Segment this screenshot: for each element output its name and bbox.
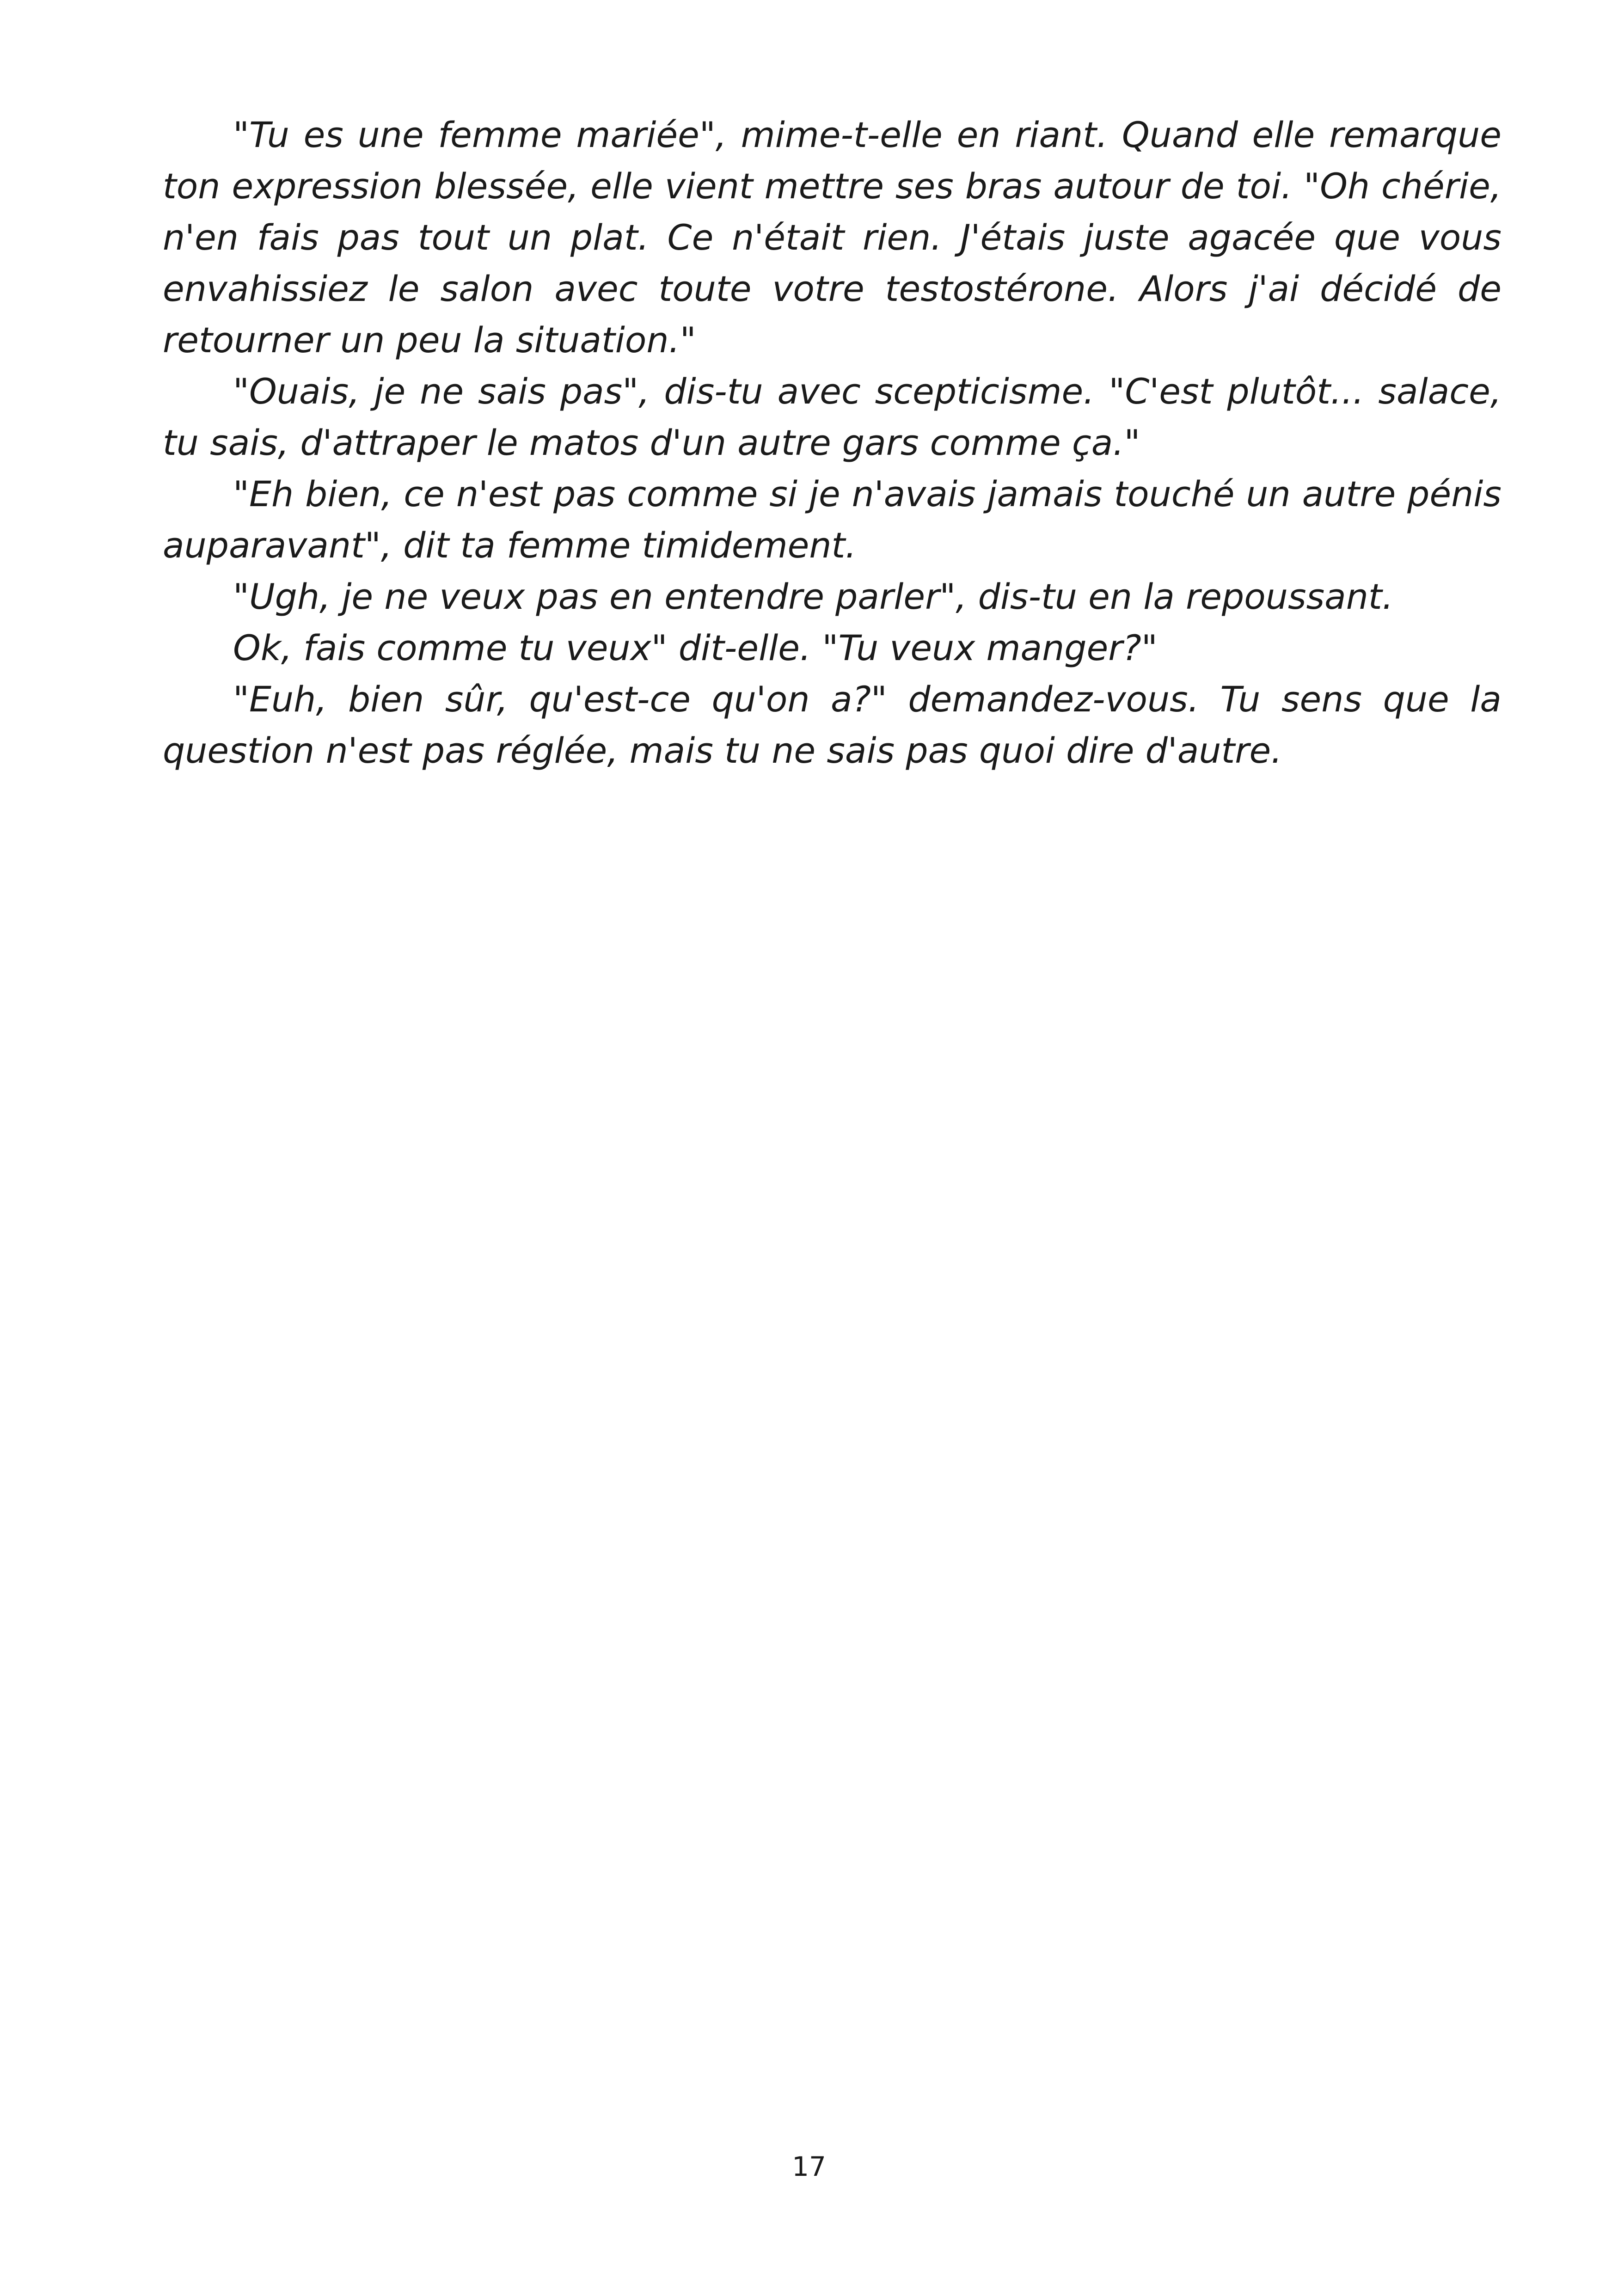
body-text [163, 109, 1502, 776]
paragraph-4: "Ugh, je ne veux pas en entendre parler", dis-tu en la repoussant. [233, 576, 1393, 617]
paragraph-2: "Ouais, je ne sais pas", dis-tu avec scepticisme. "C'est plutôt... salace, tu sais, d'attraper le matos d'un autre gars comme ça." [163, 371, 1502, 463]
paragraph-1: "Tu es une femme mariée", mime-t-elle en riant. Quand elle remarque ton expression blessée, elle vient mettre ses bras autour de toi. "Oh chérie, n'en fais pas tout un plat. Ce n'était rien. J'étais juste agacée que vous envahissiez le salon avec toute votre testostérone. Alors j'ai décidé de retourner un peu la situation." [163, 114, 1502, 361]
paragraph-5: Ok, fais comme tu veux" dit-elle. "Tu veux manger?" [233, 627, 1158, 668]
page-number: 17 [792, 2151, 826, 2182]
paragraph-3: "Eh bien, ce n'est pas comme si je n'avais jamais touché un autre pénis auparavant", dit ta femme timidement. [163, 473, 1502, 566]
paragraph-6: "Euh, bien sûr, qu'est-ce qu'on a?" demandez-vous. Tu sens que la question n'est pas réglée, mais tu ne sais pas quoi dire d'autre. [163, 679, 1502, 771]
